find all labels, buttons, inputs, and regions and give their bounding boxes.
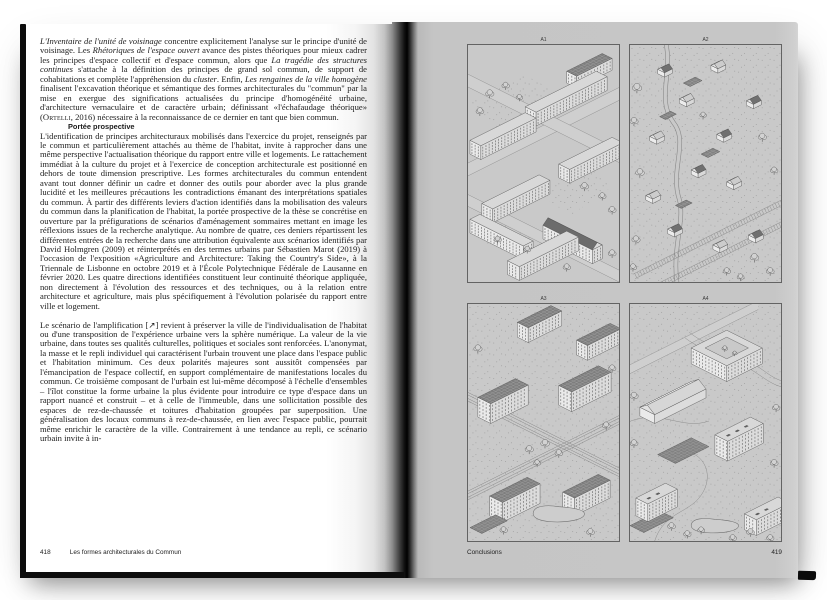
- panel-label-a2: A2: [702, 37, 709, 43]
- panel-label-a1: A1: [540, 37, 547, 43]
- paragraph-2: L'identification de principes architecturaux mobilisés dans l'exercice du projet, renseignés par le commun et particulièrement attachés au thème de l'habitat, invite à rapprocher dans une même perspective l'actualisation théorique du rapport entre ville et logements. Le rattachement immédiat à la culture du projet et à l'exercice de conception architecturale est positionné en dehors de toute dimension prescriptive. Les formes architecturales du commun entendent avant tout donner définir un cadre et donner des outils pour aborder avec la plus grande lucidité et les meilleures précautions les contradictions émanant des interprétations spatiales du commun. À partir des différents leviers d'action identifiés dans la mobilisation des valeurs du commun dans la planification de l'habitat, la portée prospective de la thèse se concrétise en ouverture par la préfigurations de scénarios d'aménagement sommaires mettant en image les réflexions issues de la recherche analytique. Au nombre de quatre, ces deniers répartissent les différentes entrées de la recherche dans une attribution équivalente aux scénarios identifiés par David Holmgren (2009) et réinterprétés en des termes urbains par Sébastien Marot (2019) à l'occasion de l'exposition «Agriculture and Architecture: Taking the Country's Side», à la Triennale de Lisbonne en octobre 2019 et à l'École Polytechnique Fédérale de Lausanne en février 2020. Les quatre directions identifiées constituent leur continuité théorique appliquée, non directement à l'évolution des ressources et des techniques, ou à la relation entre architecture et agriculture, mais plus spécifiquement à l'évolution polarisée du rapport entre ville et logement.: [40, 130, 367, 311]
- panel-label-a3: A3: [540, 296, 547, 302]
- isometric-drawing-a2-countryside: [630, 45, 781, 282]
- right-page: [418, 22, 798, 578]
- panel-label-a4: A4: [702, 296, 709, 302]
- figure-panel-grid: [467, 37, 782, 559]
- left-page-number: 418: [40, 549, 51, 556]
- isometric-drawing-a3-midrise-rails: [468, 304, 619, 541]
- paragraph-1: L'Inventaire de l'unité de voisinage concentre explicitement l'analyse sur le principe d'unité de voisinage. Les Rhétoriques de l'espace ouvert avance des pistes théoriques pour mieux cadrer les principes d'espace collectif et d'espace commun, alors que La tragédie des structures continues s'attache à la définition des principes de grand sol commun, de support de cohabitations et complète l'appréhension du cluster. Enfin, Les rengaines de la ville homogène finalisent l'excavation théorique et sémantique des formes architecturales du "commun" par la mise en exergue des significations actualisées du principe d'homogénéité urbaine, d'architecture vernaculaire et de caractère urbain; définissant «l'échafaudage théorique» (Ortelli, 2016) nécessaire à la reconnaissance de ce dernier en tant que bien commun.: [40, 36, 368, 122]
- left-running-title: Les formes architecturales du Commun: [69, 549, 182, 556]
- book-cover-corner: [798, 571, 816, 580]
- book-cover-bottom-edge: [20, 572, 404, 578]
- isometric-drawing-a1-dense-city: [468, 45, 619, 282]
- left-page-footer: [40, 549, 181, 556]
- isometric-drawing-a4-slabs-fields: [630, 304, 781, 541]
- right-page-number: 419: [771, 549, 782, 556]
- figure-panel-a4: [629, 296, 782, 542]
- left-page: [26, 24, 392, 573]
- figure-panel-a1: [467, 37, 620, 283]
- right-page-footer: [467, 549, 782, 556]
- section-heading: Portée prospective: [68, 122, 135, 132]
- figure-panel-a3: [467, 296, 620, 542]
- left-page-text-column: [40, 37, 367, 443]
- book-cover-left-edge: [20, 24, 26, 578]
- paragraph-3: Le scénario de l'amplification [↗] revient à préserver la ville de l'individualisation de l'habitat ou d'une transposition de l'expérience urbaine vers la sphère numérique. La valeur de la vie urbaine, dans toutes ses qualités culturelles, politiques et sociales sont renforcées. L'anonymat, la masse et le repli individuel qui caractérisent l'urbain trouvent une place dans l'espace public et l'habitation minimum. Ces deux polarités majeures sont aussitôt compensées par l'émancipation de l'espace collectif, en support complémentaire de manifestations locales du commun. Ce troisième composant de l'urbain est lui-même décomposé à l'échelle d'ensembles – l'îlot constitue la forme urbaine la plus évidente pour introduire ce type d'espace dans un rapport nuancé et construit – et à celle de l'immeuble, dans une sollicitation possible des espaces de rez-de-chaussée et toitures d'habitation groupées par superposition. Une généralisation des locaux communs à rez-de-chaussée, en lien avec l'espace public, pourrait même enrichir le caractère de la ville. Contrairement à une tendance au repli, ce scénario urbain invite à in-: [40, 319, 367, 443]
- book-spine: [392, 22, 418, 578]
- figure-panel-a2: [629, 37, 782, 283]
- right-running-title: Conclusions: [467, 549, 502, 556]
